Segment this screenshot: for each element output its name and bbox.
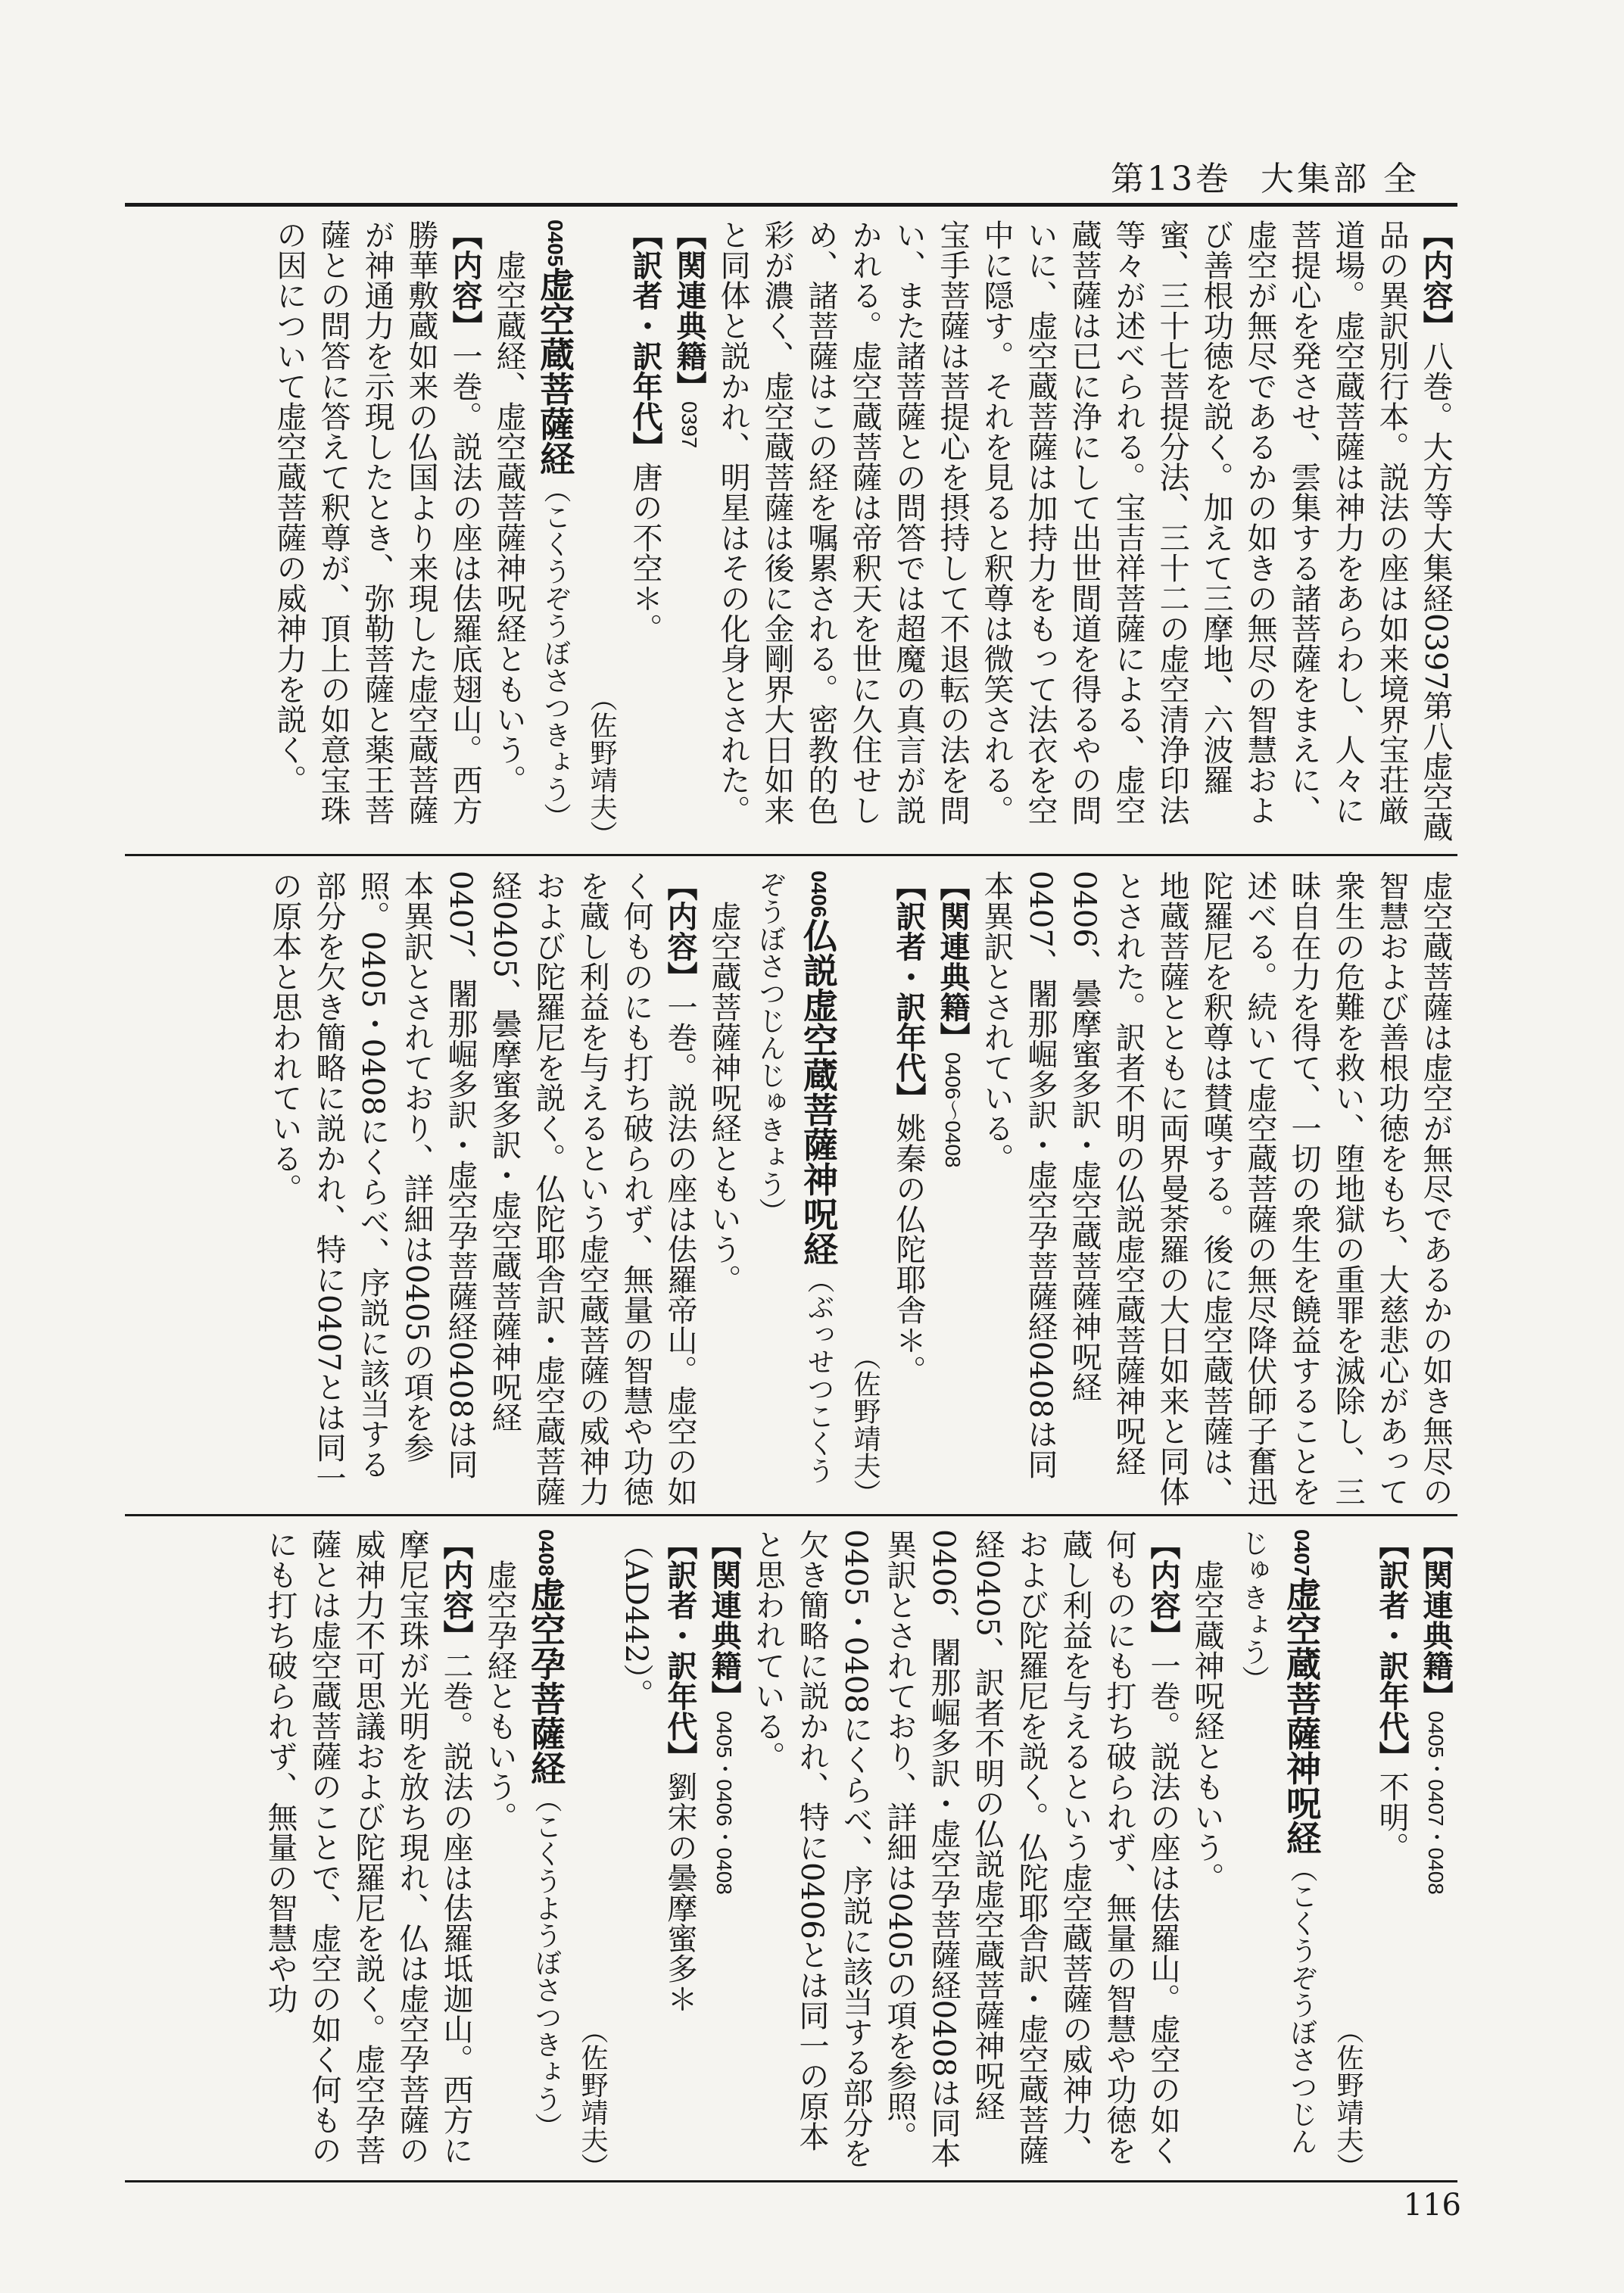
- entry-0407-heading: 0407虚空蔵菩薩神呪経（こくうぞうぼさつじんじゅきょう）: [1238, 1529, 1322, 2155]
- tier-3: [125, 1529, 1457, 2180]
- entry-0408-content: 【内容】二巻。説法の座は佉羅坻迦山。西方に摩尼宝珠が光明を放ち現れ、仏は虚空孕菩薩の威神力不可思議および陀羅尼を説く。虚空孕菩薩とは虚空蔵菩薩のことで、虚空の如く何ものにも打ち破られず、無量の智慧や功: [263, 1529, 473, 2165]
- entry-0407-content: 【内容】一巻。説法の座は佉羅山。虚空の如く何ものにも打ち破られず、無量の智慧や功徳を蔵し利益を与えるという虚空蔵菩薩の威神力、および陀羅尼を説く。仏陀耶舎訳・虚空蔵菩薩経0405、訳者不明の仏説虚空蔵菩薩神呪経0406、闍那崛多訳・虚空孕菩薩経0408は同本異訳とされており、詳細は0405の項を参照。0405・0408にくらべ、序説に該当する部分を欠き簡略に説かれ、特に0406とは同一の原本と思われている。: [750, 1529, 1180, 2168]
- entry-0397-related: 【関連典籍】0397: [672, 220, 706, 449]
- entry-0406-author: （佐野靖夫）: [1333, 2017, 1364, 2180]
- page-number: 116: [1403, 2188, 1461, 2223]
- entry-0405-content: 【内容】一巻。説法の座は佉羅底翅山。西方勝華敷蔵如来の仏国より来現した虚空蔵菩薩が神通力を示現したとき、弥勒菩薩と薬王菩薩との問答に答えて釈尊が、頂上の如意宝珠の因について虚空蔵菩薩の威神力を説く。: [272, 220, 482, 825]
- entry-0406-related: 【関連典籍】0405・0407・0408: [1418, 1529, 1453, 1895]
- tier-1: [125, 220, 1457, 848]
- entry-0405-related: 【関連典籍】0406～0408: [935, 871, 970, 1168]
- entry-0406-alias: 虚空蔵菩薩神呪経ともいう。: [706, 901, 741, 1294]
- entry-0397-content: 【内容】八巻。大方等大集経0397第八虚空蔵品の異訳別行本。説法の座は如来境界宝荘厳道場。虚空蔵菩薩は神力をあらわし、人々に菩提心を発させ、雲集する諸菩薩をまえに、虚空が無尽であるかの如きの無尽の智慧および善根功徳を説く。加えて三摩地、六波羅蜜、三十七菩提分法、三十二の虚空清浄印法等々が述べられる。宝吉祥菩薩による、虚空蔵菩薩は已に浄にして出世間道を得るやの問いに、虚空蔵菩薩は加持力をもって法衣を空中に隠す。それを見ると釈尊は微笑される。宝手菩薩は菩提心を摂持して不退転の法を問い、また諸菩薩との問答では超魔の真言が説かれる。虚空蔵菩薩は帝釈天を世に久住せしめ、諸菩薩はこの経を嘱累される。密教的色彩が濃く、虚空蔵菩薩は後に金剛界大日如来と同体と説かれ、明星はその化身とされた。: [715, 220, 1453, 842]
- entry-0405-alias: 虚空蔵経、虚空蔵菩薩神呪経ともいう。: [491, 250, 526, 795]
- running-head: [1111, 151, 1420, 200]
- entry-0397-translator: 【訳者・訳年代】唐の不空＊。: [628, 220, 662, 643]
- entry-0406-heading: 0406仏説虚空蔵菩薩神呪経（ぶっせつこくうぞうぼさつじんじゅきょう）: [755, 871, 839, 1485]
- entry-0405-author: （佐野靖夫）: [849, 1343, 881, 1506]
- entry-0407-translator: 【訳者・訳年代】劉宋の曇摩蜜多＊（AD442）。: [619, 1529, 697, 2014]
- entry-reading: （こくうぞうぼさつきょう）: [540, 475, 571, 830]
- entry-0407-author: （佐野靖夫）: [577, 2017, 608, 2180]
- tier-2: [125, 871, 1457, 1506]
- entry-0407-related: 【関連典籍】0405・0406・0408: [706, 1529, 741, 1895]
- entry-0408-heading: 0408虚空孕菩薩経（こくうようぼさつきょう）: [525, 1529, 566, 2140]
- entry-0406-translator: 【訳者・訳年代】不明。: [1374, 1529, 1409, 1862]
- tier-rule-2: [125, 1514, 1457, 1516]
- volume-label: 第13巻: [1111, 160, 1232, 198]
- entry-0405-translator: 【訳者・訳年代】姚秦の仏陀耶舎＊。: [891, 871, 926, 1385]
- content-label: 【内容】: [1418, 220, 1453, 341]
- entry-0397-author: （佐野靖夫）: [586, 684, 617, 848]
- header-rule: [125, 203, 1457, 207]
- tier-rule-1: [125, 854, 1457, 856]
- entry-number: 0405: [544, 220, 567, 267]
- entry-0408-alias: 虚空孕経ともいう。: [482, 1559, 517, 1832]
- entry-0405-heading: [531, 220, 579, 848]
- entry-0407-alias: 虚空蔵神呪経ともいう。: [1189, 1559, 1224, 1893]
- entry-0405-continued: 虚空蔵菩薩は虚空が無尽であるかの如き無尽の智慧および善根功徳をもち、大慈悲心があって衆生の危難を救い、堕地獄の重罪を滅除し、三昧自在力を得て、一切の衆生を饒益することを述べる。続いて虚空蔵菩薩の無尽降伏師子奮迅陀羅尼を釈尊は賛嘆する。後に虚空蔵菩薩は、地蔵菩薩とともに両界曼荼羅の大日如来と同体とされた。訳者不明の仏説虚空蔵菩薩神呪経0406、曇摩蜜多訳・虚空蔵菩薩神呪経0407、闍那崛多訳・虚空孕菩薩経0408は同本異訳とされている。: [979, 871, 1453, 1506]
- tier-rule-3: [125, 2180, 1457, 2182]
- entry-title: 虚空蔵菩薩経: [535, 266, 575, 476]
- entry-0406-content: 【内容】一巻。説法の座は佉羅帝山。虚空の如く何ものにも打ち破られず、無量の智慧や功徳を蔵し利益を与えるという虚空蔵菩薩の威神力および陀羅尼を説く。仏陀耶舎訳・虚空蔵菩薩経0405、曇摩蜜多訳・虚空蔵菩薩神呪経0407、闍那崛多訳・虚空孕菩薩経0408は同本異訳とされており、詳細は0405の項を参照。0405・0408にくらべ、序説に該当する部分を欠き簡略に説かれ、特に0407とは同一の原本と思われている。: [267, 871, 697, 1506]
- category-label: 大集部 全: [1261, 160, 1420, 198]
